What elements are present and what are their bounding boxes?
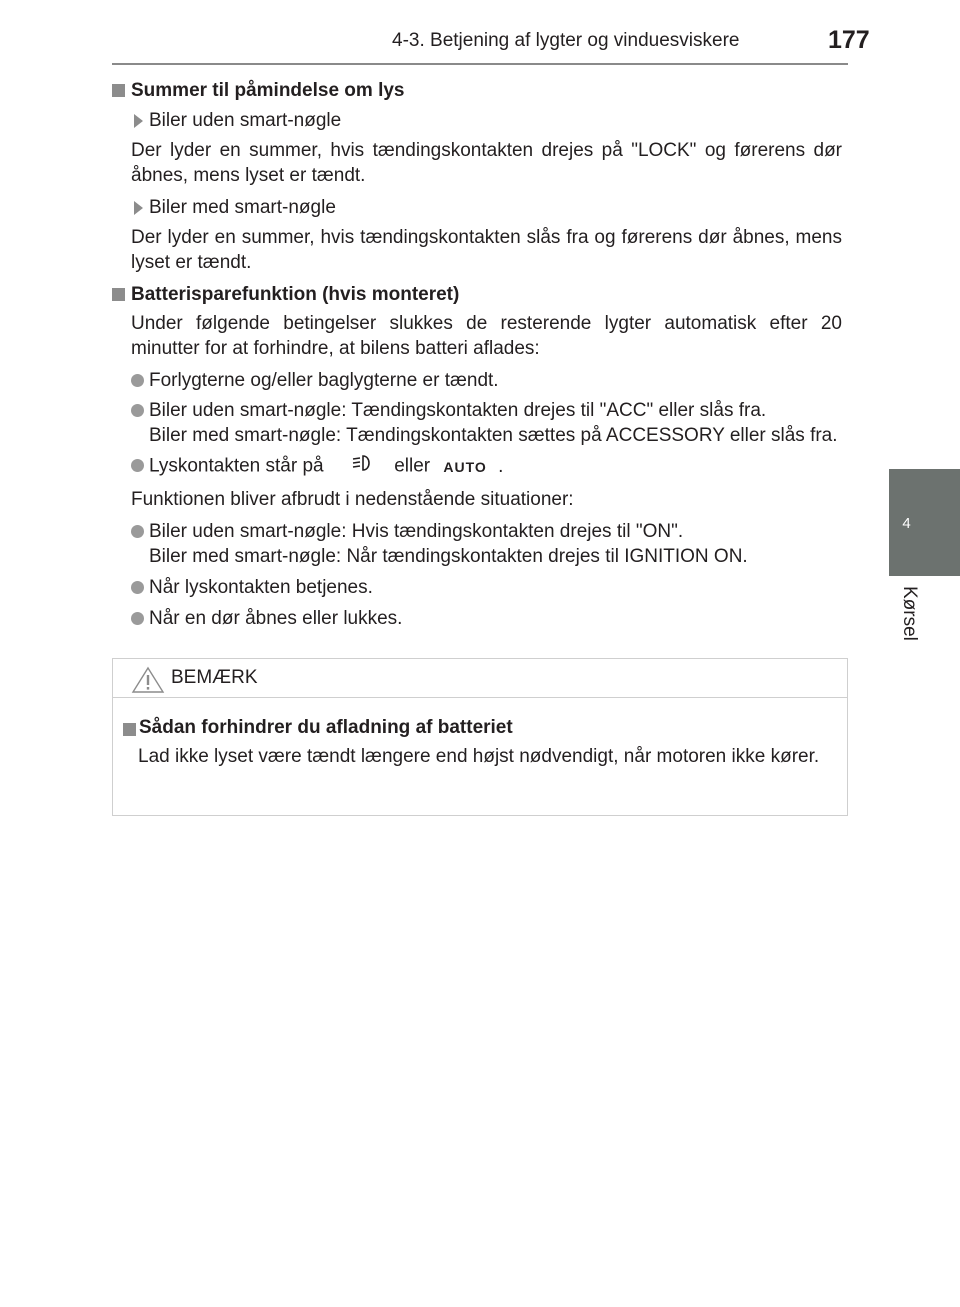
header-rule: [112, 63, 848, 65]
square-bullet-icon: [112, 84, 125, 97]
paragraph-smart-key: Der lyder en summer, hvis tændingskontakten slås fra og førerens dør åbnes, mens lyset er tændt.: [131, 227, 842, 273]
notice-body: Lad ikke lyset være tændt længere end højst nødvendigt, når motoren ikke kører.: [138, 746, 820, 767]
battery-saver-intro: Under følgende betingelser slukkes de resterende lygter automatisk efter 20 minutter for at forhindre, at bilens batteri aflades:: [131, 313, 842, 359]
list-item: Forlygterne og/eller baglygterne er tændt.: [112, 368, 848, 393]
paragraph-no-smart-key: Der lyder en summer, hvis tændingskontakten drejes på "LOCK" og førerens dør åbnes, mens lyset er tændt.: [131, 140, 842, 186]
triangle-pointer-icon: [134, 114, 143, 128]
page-number: 177: [828, 26, 870, 54]
subheading-no-smart-key: Biler uden smart-nøgle: [112, 108, 848, 133]
notice-header: [113, 659, 847, 698]
round-bullet-icon: [131, 374, 144, 387]
round-bullet-icon: [131, 612, 144, 625]
headlight-icon: [351, 453, 375, 480]
square-bullet-icon: [123, 723, 136, 736]
warning-icon: [131, 666, 165, 699]
chapter-tab-label: Kørsel: [899, 586, 920, 641]
triangle-pointer-icon: [134, 201, 143, 215]
notice-heading: Sådan forhindrer du afladning af batteriet: [123, 717, 513, 739]
square-bullet-icon: [112, 288, 125, 301]
list-item: Når lyskontakten betjenes.: [112, 575, 848, 600]
round-bullet-icon: [131, 581, 144, 594]
round-bullet-icon: [131, 459, 144, 472]
round-bullet-icon: [131, 525, 144, 538]
list-item: Biler uden smart-nøgle: Tændingskontakten drejes til "ACC" eller slås fra. Biler med smart-nøgle: Tændingskontakten sættes på ACCESSORY eller slås fra.: [112, 398, 848, 448]
interrupt-intro: Funktionen bliver afbrudt i nedenstående situationer:: [131, 489, 574, 510]
list-item: Biler uden smart-nøgle: Hvis tændingskontakten drejes til "ON". Biler med smart-nøgle: Når tændingskontakten drejes til IGNITION ON.: [112, 519, 848, 569]
round-bullet-icon: [131, 404, 144, 417]
subheading-smart-key: Biler med smart-nøgle: [112, 195, 848, 220]
notice-box: [112, 658, 848, 816]
list-item: Når en dør åbnes eller lukkes.: [112, 606, 848, 631]
auto-icon: AUTO: [443, 458, 487, 475]
header-section-title: 4-3. Betjening af lygter og vinduesviskere: [392, 30, 740, 51]
chapter-tab-number: 4: [902, 515, 911, 532]
section-heading-battery-saver: Batterisparefunktion (hvis monteret): [112, 282, 848, 307]
main-content: [112, 76, 848, 631]
notice-title: BEMÆRK: [171, 667, 258, 688]
list-item: Lyskontakten står på eller AUTO .: [112, 453, 848, 480]
section-heading-light-reminder: Summer til påmindelse om lys: [112, 78, 848, 103]
